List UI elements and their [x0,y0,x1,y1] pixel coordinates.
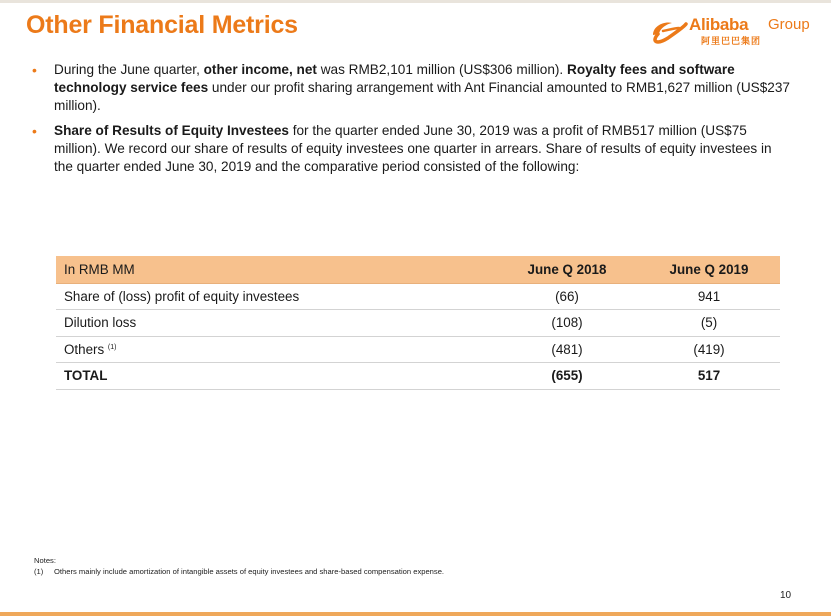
table-header-cell: June Q 2018 [496,256,638,283]
total-q2019: 517 [638,363,780,390]
row-label [56,336,496,363]
footer-bar [0,612,831,616]
bullet-text [54,62,790,113]
bullet-text-emphasis: Share of Results of Equity Investees [54,122,289,138]
table-header-row [56,256,780,283]
total-q2018: (655) [496,363,638,390]
bullet-item [32,61,792,116]
value-q2018: (481) [496,336,638,363]
bullet-text [54,123,772,174]
bullet-text-run: was RMB2,101 million (US$306 million). [316,62,567,77]
bullet-text-emphasis: other income, net [203,62,317,77]
row-label-text: Dilution loss [64,315,137,331]
row-label-text: Share of (loss) profit of equity investees [64,288,300,304]
footnote-number: (1) [34,567,44,576]
bullet-text-run: During the June quarter, [54,62,204,77]
row-label-text: Others [64,341,105,357]
row-label [56,283,496,310]
notes-heading: Notes: [34,556,56,565]
logo-group-text: Group [768,16,810,33]
value-q2019: 941 [638,283,780,310]
top-divider [0,0,831,3]
bullet-list [32,61,792,182]
total-label: TOTAL [56,363,496,390]
footnote-text: Others mainly include amortization of intangible assets of equity investees and share-based compensation expense. [54,567,445,576]
row-label [56,310,496,337]
footnotes [34,555,444,577]
bullet-text-run: under our profit sharing arrangement with Ant Financial amounted to RMB1,627 million (US$237 million). [54,80,790,114]
alibaba-logo-icon [648,16,688,46]
footnote-marker: (1) [107,343,117,351]
value-q2018: (66) [496,283,638,310]
equity-investees-table [56,256,780,390]
bullet-text-emphasis: Royalty fees and software technology service fees [54,62,735,96]
bullet-marker-icon: • [32,62,37,78]
table-total-row [56,363,780,390]
footnote-item [34,566,444,577]
value-q2019: (5) [638,310,780,337]
logo-brand-text: Alibaba [689,15,749,34]
table-header-cell: June Q 2019 [638,256,780,283]
bullet-text-run: for the quarter ended June 30, 2019 was a profit of RMB517 million (US$75 million). We record our share of results of equity investees one quarter in arrears. Share of results of equity investees in the quarter ended June 30, 2019 and the comparative period consisted of the following: [54,122,772,175]
page-title: Other Financial Metrics [26,11,298,39]
bullet-marker-icon: • [32,122,37,139]
page-number: 10 [780,590,792,601]
table-row [56,283,780,310]
value-q2018: (108) [496,310,638,337]
bullet-item [32,122,792,177]
logo-chinese-text: 阿里巴巴集团 [701,36,762,46]
alibaba-group-logo [648,14,818,48]
table-header-cell: In RMB MM [56,256,496,283]
table-row [56,336,780,363]
table-row [56,310,780,337]
value-q2019: (419) [638,336,780,363]
